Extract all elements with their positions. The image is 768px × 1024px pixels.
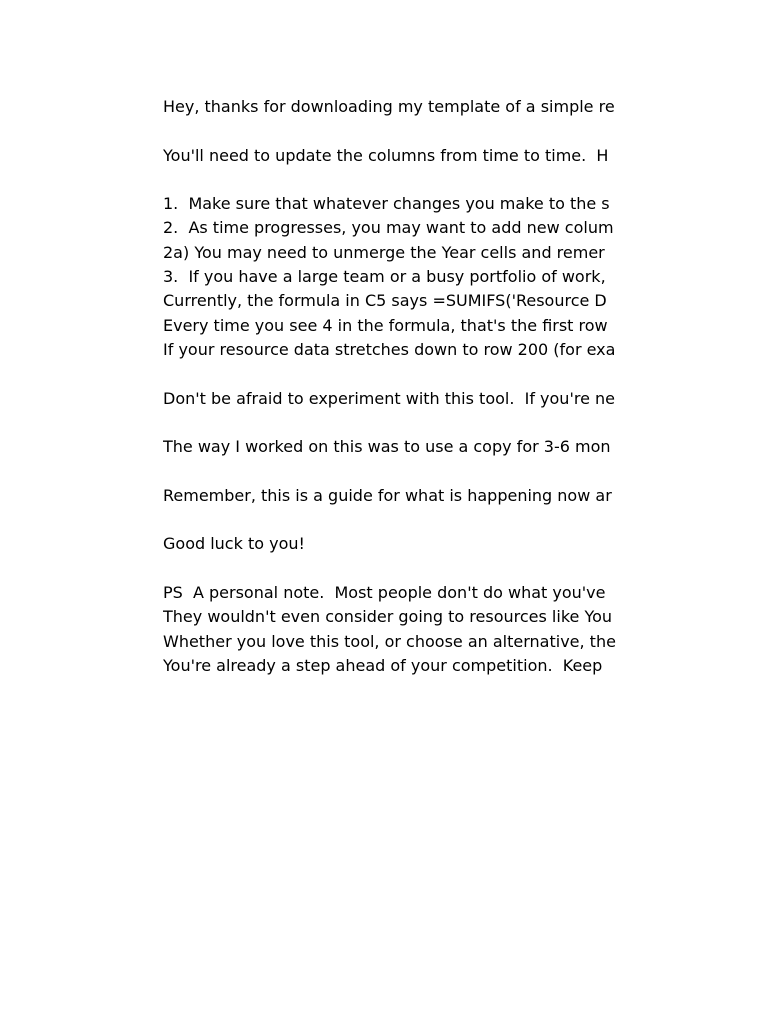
text-line: If your resource data stretches down to row 200 (for exa xyxy=(163,339,616,359)
text-line: They wouldn't even consider going to resources like You xyxy=(163,607,613,627)
blank-line xyxy=(163,459,654,483)
blank-line xyxy=(163,168,654,192)
text-line: Don't be afraid to experiment with this tool. If you're ne xyxy=(163,388,615,408)
text-line: Remember, this is a guide for what is happening now ar xyxy=(163,485,612,505)
blank-line xyxy=(163,411,654,435)
blank-line xyxy=(163,557,654,581)
text-line: You're already a step ahead of your competition. Keep xyxy=(163,655,603,675)
text-line: 2a) You may need to unmerge the Year cells and remer xyxy=(163,242,605,262)
text-line: 2. As time progresses, you may want to add new colum xyxy=(163,218,614,238)
document-body xyxy=(163,95,654,678)
blank-line xyxy=(163,119,654,143)
text-line: 1. Make sure that whatever changes you make to the s xyxy=(163,194,610,214)
text-line: The way I worked on this was to use a copy for 3-6 mon xyxy=(163,437,611,457)
text-line: PS A personal note. Most people don't do what you've xyxy=(163,582,606,602)
blank-line xyxy=(163,508,654,532)
text-line: Every time you see 4 in the formula, that's the first row xyxy=(163,315,608,335)
text-line: Currently, the formula in C5 says =SUMIFS('Resource D xyxy=(163,291,607,311)
text-line: Good luck to you! xyxy=(163,534,305,554)
text-line: Hey, thanks for downloading my template of a simple re xyxy=(163,97,615,116)
blank-line xyxy=(163,362,654,386)
text-line: Whether you love this tool, or choose an alternative, the xyxy=(163,631,616,651)
text-line: You'll need to update the columns from time to time. H xyxy=(163,145,609,165)
text-line: 3. If you have a large team or a busy portfolio of work, xyxy=(163,267,606,287)
